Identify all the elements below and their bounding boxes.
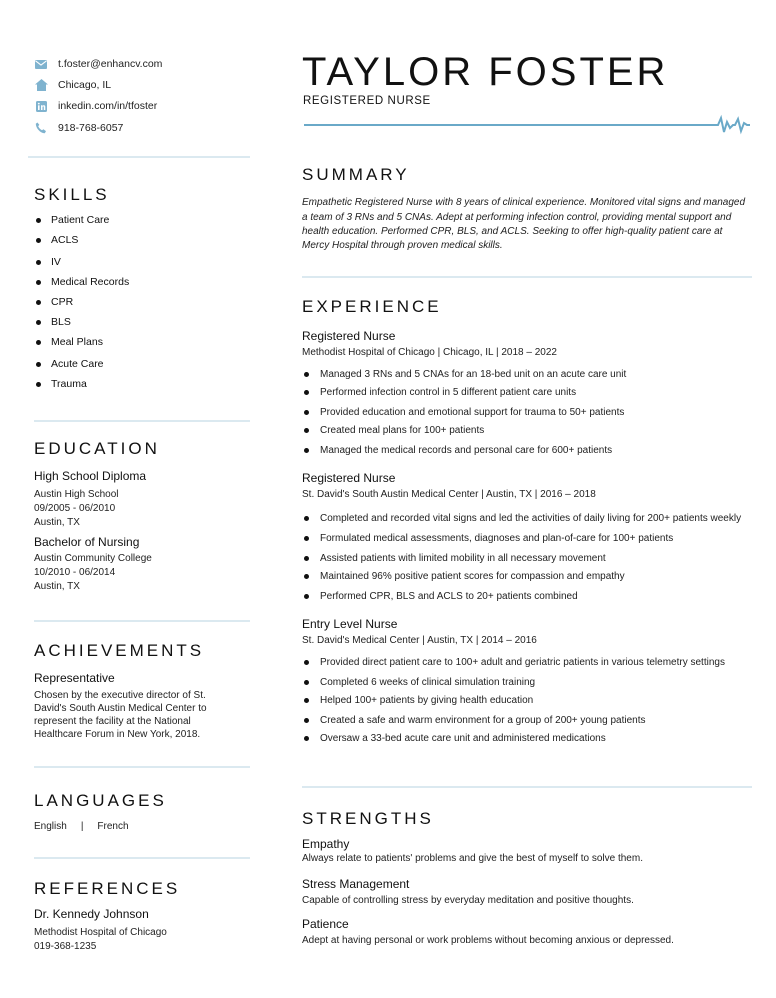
strength-desc: Capable of controlling stress by everyday meditation and positive thoughts. [302, 895, 634, 906]
skill-item: Patient Care [36, 213, 109, 227]
contact-email[interactable] [34, 56, 162, 72]
education-location: Austin, TX [34, 581, 80, 592]
heartbeat-line-icon [304, 114, 750, 136]
location-text: Chicago, IL [58, 79, 112, 91]
job-role: Entry Level Nurse [302, 617, 398, 631]
education-school: Austin Community College [34, 553, 152, 564]
language-separator: | [80, 821, 84, 832]
education-location: Austin, TX [34, 517, 80, 528]
job-bullet: Provided education and emotional support for trauma to 50+ patients [304, 405, 624, 419]
contact-location [34, 77, 111, 93]
skill-item: Trauma [36, 377, 87, 391]
job-meta: St. David's Medical Center | Austin, TX | 2014 – 2016 [302, 635, 537, 646]
divider [34, 766, 250, 768]
summary-line: Empathetic Registered Nurse with 8 years of clinical experience. Monitored vital signs and managed [302, 197, 746, 208]
strength-desc: Always relate to patients' problems and give the best of myself to solve them. [302, 853, 643, 864]
skill-item: ACLS [36, 233, 78, 247]
contact-linkedin[interactable] [34, 98, 157, 114]
linkedin-text: inkedin.com/in/tfoster [58, 100, 158, 112]
reference-org: Methodist Hospital of Chicago [34, 927, 167, 938]
phone-text: 918-768-6057 [58, 122, 124, 134]
linkedin-icon [34, 99, 48, 113]
skill-item: Meal Plans [36, 335, 103, 349]
skill-item: IV [36, 255, 61, 269]
job-bullet: Completed and recorded vital signs and led the activities of daily living for 200+ patients weekly [304, 511, 741, 525]
job-role: Registered Nurse [302, 329, 396, 343]
job-bullet: Helped 100+ patients by giving health education [304, 693, 533, 707]
divider [34, 420, 250, 422]
achievements-heading: ACHIEVEMENTS [34, 641, 205, 660]
job-bullet: Managed the medical records and personal care for 600+ patients [304, 443, 612, 457]
phone-icon [34, 121, 48, 135]
education-school: Austin High School [34, 489, 119, 500]
job-bullet: Created meal plans for 100+ patients [304, 423, 484, 437]
divider [302, 786, 752, 788]
divider [28, 156, 250, 158]
achievement-line: Healthcare Forum in New York, 2018. [34, 729, 201, 740]
job-bullet: Managed 3 RNs and 5 CNAs for an 18-bed unit on an acute care unit [304, 367, 626, 381]
strength-title: Empathy [302, 837, 350, 851]
language-item: English [34, 821, 67, 832]
job-role: Registered Nurse [302, 471, 396, 485]
summary-line: health education. Performed CPR, BLS, and ACLS. Seeking to offer high-quality patient care at [302, 226, 723, 237]
education-degree: High School Diploma [34, 469, 147, 483]
experience-heading: EXPERIENCE [302, 297, 442, 316]
education-heading: EDUCATION [34, 439, 160, 458]
achievement-line: represent the facility at the National [34, 716, 191, 727]
achievement-line: David's South Austin Medical Center to [34, 703, 207, 714]
contact-phone[interactable] [34, 120, 123, 136]
candidate-name: TAYLOR FOSTER [302, 50, 669, 94]
education-degree: Bachelor of Nursing [34, 535, 140, 549]
divider [34, 620, 250, 622]
languages-heading: LANGUAGES [34, 791, 167, 810]
education-dates: 10/2010 - 06/2014 [34, 567, 116, 578]
job-bullet: Performed infection control in 5 different patient care units [304, 385, 576, 399]
home-icon [34, 78, 48, 92]
languages-list [34, 821, 129, 832]
email-text: t.foster@enhancv.com [58, 58, 163, 70]
divider [34, 857, 250, 859]
summary-line: Mercy Hospital through proven medical skills. [302, 240, 503, 251]
job-bullet: Performed CPR, BLS and ACLS to 20+ patients combined [304, 589, 578, 603]
summary-line: a team of 3 RNs and 5 CNAs. Adept at performing infection control, providing mental support and [302, 212, 732, 223]
strength-title: Patience [302, 917, 349, 931]
mail-icon [34, 57, 48, 71]
skill-item: BLS [36, 315, 71, 329]
job-bullet: Completed 6 weeks of clinical simulation training [304, 675, 535, 689]
language-item: French [97, 821, 129, 832]
skill-item: Acute Care [36, 357, 104, 371]
reference-name: Dr. Kennedy Johnson [34, 907, 149, 921]
divider [302, 276, 752, 278]
job-bullet: Provided direct patient care to 100+ adult and geriatric patients in various telemetry settings [304, 655, 725, 669]
job-meta: St. David's South Austin Medical Center | Austin, TX | 2016 – 2018 [302, 489, 596, 500]
summary-heading: SUMMARY [302, 165, 410, 184]
candidate-title: REGISTERED NURSE [303, 95, 431, 107]
strengths-heading: STRENGTHS [302, 809, 434, 828]
job-bullet: Assisted patients with limited mobility in all necessary movement [304, 551, 606, 565]
education-dates: 09/2005 - 06/2010 [34, 503, 116, 514]
job-bullet: Maintained 96% positive patient scores for compassion and empathy [304, 569, 625, 583]
strength-title: Stress Management [302, 877, 410, 891]
job-bullet: Oversaw a 33-bed acute care unit and administered medications [304, 731, 606, 745]
achievement-title: Representative [34, 671, 115, 685]
skill-item: CPR [36, 295, 73, 309]
skill-item: Medical Records [36, 275, 129, 289]
job-bullet: Formulated medical assessments, diagnoses and plan-of-care for 100+ patients [304, 531, 673, 545]
job-meta: Methodist Hospital of Chicago | Chicago, IL | 2018 – 2022 [302, 347, 557, 358]
reference-phone: 019-368-1235 [34, 941, 97, 952]
achievement-line: Chosen by the executive director of St. [34, 690, 206, 701]
references-heading: REFERENCES [34, 879, 181, 898]
job-bullet: Created a safe and warm environment for a group of 200+ young patients [304, 713, 645, 727]
skills-heading: SKILLS [34, 185, 110, 204]
strength-desc: Adept at having personal or work problems without becoming anxious or depressed. [302, 935, 674, 946]
